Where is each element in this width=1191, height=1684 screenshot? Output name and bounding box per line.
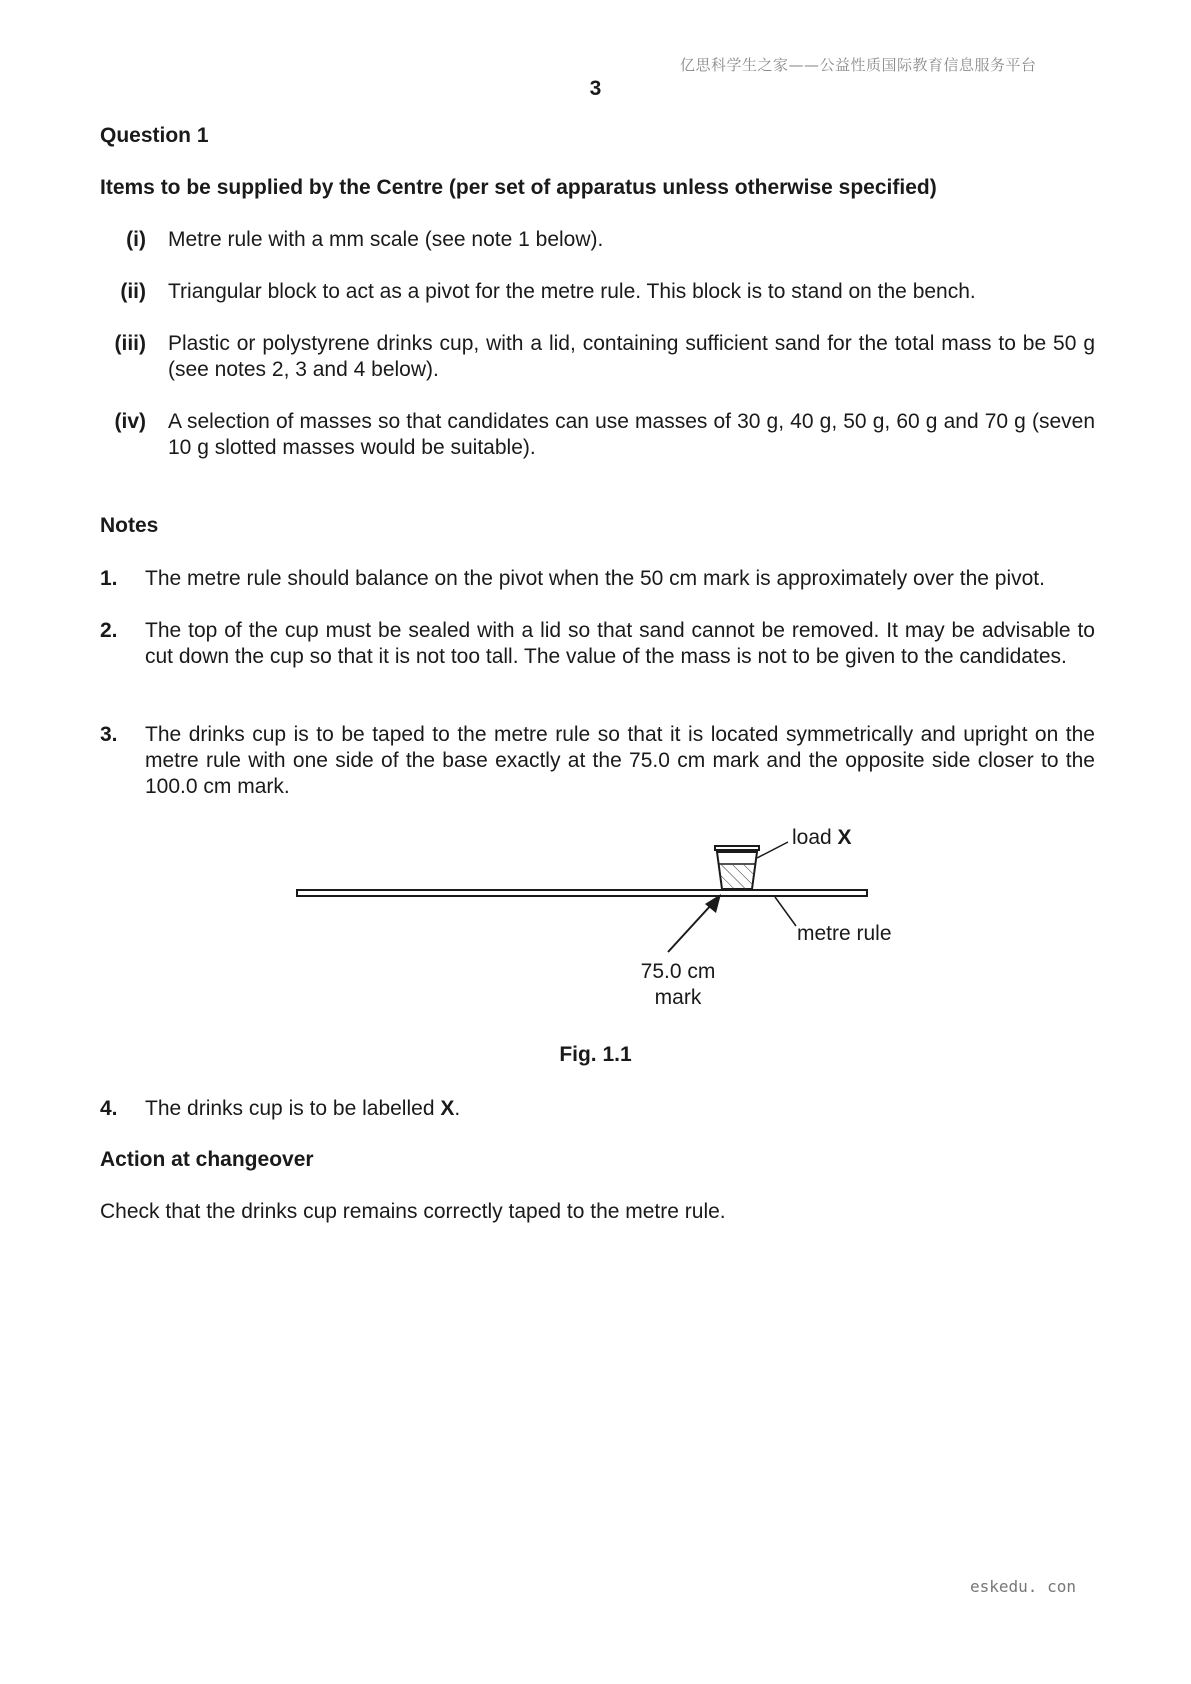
rule-leader-line [775, 897, 796, 926]
item-label: (iii) [114, 332, 146, 355]
note-text: The top of the cup must be sealed with a lid so that sand cannot be removed. It may be advisable to cut down the cup so that it is not too tall. The value of the mass is not to be given to the candidates. [145, 619, 1095, 668]
metre-rule-bar [297, 890, 867, 896]
note-4-period: . [454, 1097, 461, 1120]
note-4-text: The drinks cup is to be labelled [145, 1097, 441, 1120]
note-text: The drinks cup is to be taped to the metre rule so that it is located symmetrically and upright on the metre rule with one side of the base exactly at the 75.0 cm mark and the opposite side closer to the 100.0 cm mark. [145, 723, 1095, 798]
item-label: (i) [126, 228, 146, 251]
figure-1-1-diagram [0, 800, 1191, 1030]
note-label: 1. [100, 567, 118, 590]
load-leader-line [757, 842, 788, 858]
figure-caption: Fig. 1.1 [559, 1043, 632, 1066]
changeover-heading: Action at changeover [100, 1148, 314, 1171]
mark-label-line2: mark [654, 986, 702, 1009]
load-label [792, 826, 852, 849]
item-text: Metre rule with a mm scale (see note 1 below). [168, 228, 604, 251]
note-label: 4. [100, 1097, 118, 1120]
item-text: A selection of masses so that candidates can use masses of 30 g, 40 g, 50 g, 60 g and 70 g (seven 10 g slotted masses would be suitable). [168, 410, 1095, 459]
rule-label: metre rule [797, 922, 892, 945]
watermark-text: 亿思科学生之家——公益性质国际教育信息服务平台 [680, 56, 1037, 74]
item-text: Plastic or polystyrene drinks cup, with a lid, containing sufficient sand for the total mass to be 50 g (see notes 2, 3 and 4 below). [168, 332, 1095, 381]
page-number: 3 [589, 77, 602, 100]
drinks-cup [715, 846, 759, 889]
sand-fill [719, 865, 755, 889]
item-label: (ii) [120, 280, 146, 303]
notes-heading: Notes [100, 514, 159, 537]
note-4-letter: X [440, 1097, 455, 1120]
item-label: (iv) [114, 410, 146, 433]
items-heading: Items to be supplied by the Centre (per set of apparatus unless otherwise specified) [100, 176, 937, 199]
note-label: 2. [100, 619, 118, 642]
item-text: Triangular block to act as a pivot for the metre rule. This block is to stand on the bench. [168, 280, 976, 303]
note-text: The metre rule should balance on the pivot when the 50 cm mark is approximately over the pivot. [145, 567, 1045, 590]
mark-label-line1: 75.0 cm [640, 960, 716, 983]
cup-lid [715, 846, 759, 850]
question-title: Question 1 [100, 124, 209, 147]
note-label: 3. [100, 723, 118, 746]
mark-arrow-line [668, 904, 712, 952]
load-label-text: load [792, 826, 832, 849]
note-text [145, 1096, 1095, 1122]
footer-text: eskedu. con [970, 1577, 1076, 1596]
changeover-text: Check that the drinks cup remains correctly taped to the metre rule. [100, 1200, 726, 1223]
load-letter: X [837, 826, 852, 849]
